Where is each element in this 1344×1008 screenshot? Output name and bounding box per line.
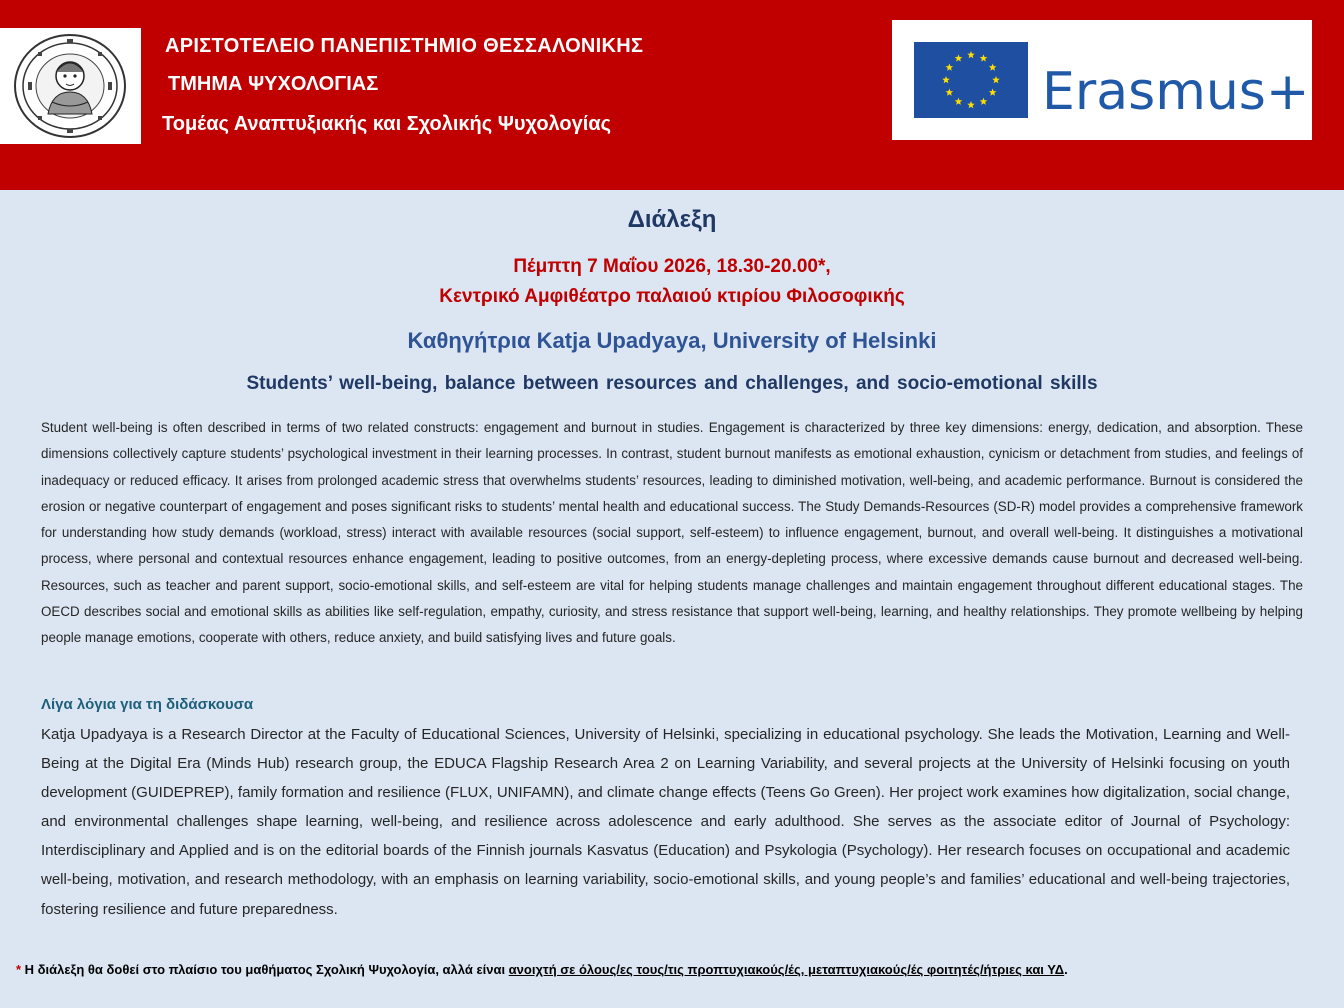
- header-banner: [0, 0, 1344, 190]
- event-type: Διάλεξη: [627, 206, 717, 233]
- university-seal-icon: [12, 32, 129, 140]
- footnote-audience: ανοιχτή σε όλους/ες τους/τις προπτυχιακούς/ές, μεταπτυχιακούς/ές φοιτητές/ήτριες και ΥΔ: [508, 962, 1065, 977]
- department-name: ΤΜΗΜΑ ΨΥΧΟΛΟΓΙΑΣ: [168, 73, 379, 95]
- erasmus-logo: [892, 20, 1312, 140]
- footnote-text: Η διάλεξη θα δοθεί στο πλαίσιο του μαθήματος Σχολική Ψυχολογία, αλλά είναι: [21, 962, 509, 977]
- sector-name: Τομέας Αναπτυξιακής και Σχολικής Ψυχολογίας: [162, 113, 612, 135]
- speaker-name: Καθηγήτρια Katja Upadyaya, University of Helsinki: [407, 328, 937, 353]
- erasmus-wordmark: Erasmus+: [1042, 62, 1310, 122]
- footnote: [16, 962, 1336, 977]
- footnote-marker: *: [16, 962, 22, 977]
- bio-text: Katja Upadyaya is a Research Director at the Faculty of Educational Sciences, University of Helsinki, specializing in educational psychology. She leads the Motivation, Learning and Well-Being at the Digital Era (Minds Hub) research group, the EDUCA Flagship Research Area 2 on Learning Variability, and several projects at the University of Helsinki focusing on youth development (GUIDEPREP), family formation and resilience (FLUX, UNIFAMN), and climate change effects (Teens Go Green). Her project work examines how digitalization, social change, and environmental challenges shape learning, well-being, and resilience across adolescence and early adulthood. She serves as the associate editor of Journal of Psychology: Interdisciplinary and Applied and is on the editorial boards of the Finnish journals Kasvatus (Education) and Psykologia (Psychology). Her research focuses on occupational and academic well-being, motivation, and research methodology, with an emphasis on learning variability, socio-emotional skills, and young people’s and families’ educational and well-being trajectories, fostering resilience and future preparedness.: [41, 726, 1290, 918]
- lecture-title: Students’ well-being, balance between resources and challenges, and socio-emotional skills: [246, 373, 1098, 394]
- university-name: ΑΡΙΣΤΟΤΕΛΕΙΟ ΠΑΝΕΠΙΣΤΗΜΙΟ ΘΕΣΣΑΛΟΝΙΚΗΣ: [165, 35, 644, 57]
- university-logo: [0, 28, 141, 144]
- event-venue: Κεντρικό Αμφιθέατρο παλαιού κτιρίου Φιλοσοφικής: [439, 286, 905, 307]
- eu-flag-icon: [914, 42, 1028, 118]
- event-date-time: Πέμπτη 7 Μαΐου 2026, 18.30-20.00*,: [513, 256, 831, 277]
- lecture-abstract: Student well-being is often described in terms of two related constructs: engagement and burnout in studies. Engagement is characterized by three key dimensions: energy, dedication, and absorption. These dimensions collectively capture students’ psychological investment in their learning processes. In contrast, student burnout manifests as emotional exhaustion, cynicism or detachment from studies, and feelings of inadequacy or reduced efficacy. It arises from prolonged academic stress that overwhelms students’ resources, leading to diminished motivation, well-being, and academic performance. Burnout is considered the erosion or negative counterpart of engagement and poses significant risks to students’ mental health and educational success. The Study Demands-Resources (SD-R) model provides a comprehensive framework for understanding how study demands (workload, stress) interact with available resources (social support, self-esteem) to influence engagement, burnout, and overall well-being. It distinguishes a motivational process, where personal and contextual resources enhance engagement, leading to positive outcomes, from an energy-depleting process, where excessive demands cause burnout and decreased well-being. Resources, such as teacher and parent support, socio-emotional skills, and self-esteem are vital for helping students manage challenges and maintain engagement throughout different educational stages. The OECD describes social and emotional skills as abilities like self-regulation, empathy, curiosity, and stress resistance that support well-being, learning, and healthy relationships. They promote wellbeing by helping people manage emotions, cooperate with others, reduce anxiety, and build satisfying lives and future goals.: [41, 420, 1303, 646]
- footnote-end: .: [1064, 962, 1068, 977]
- bio-heading: Λίγα λόγια για τη διδάσκουσα: [41, 696, 254, 713]
